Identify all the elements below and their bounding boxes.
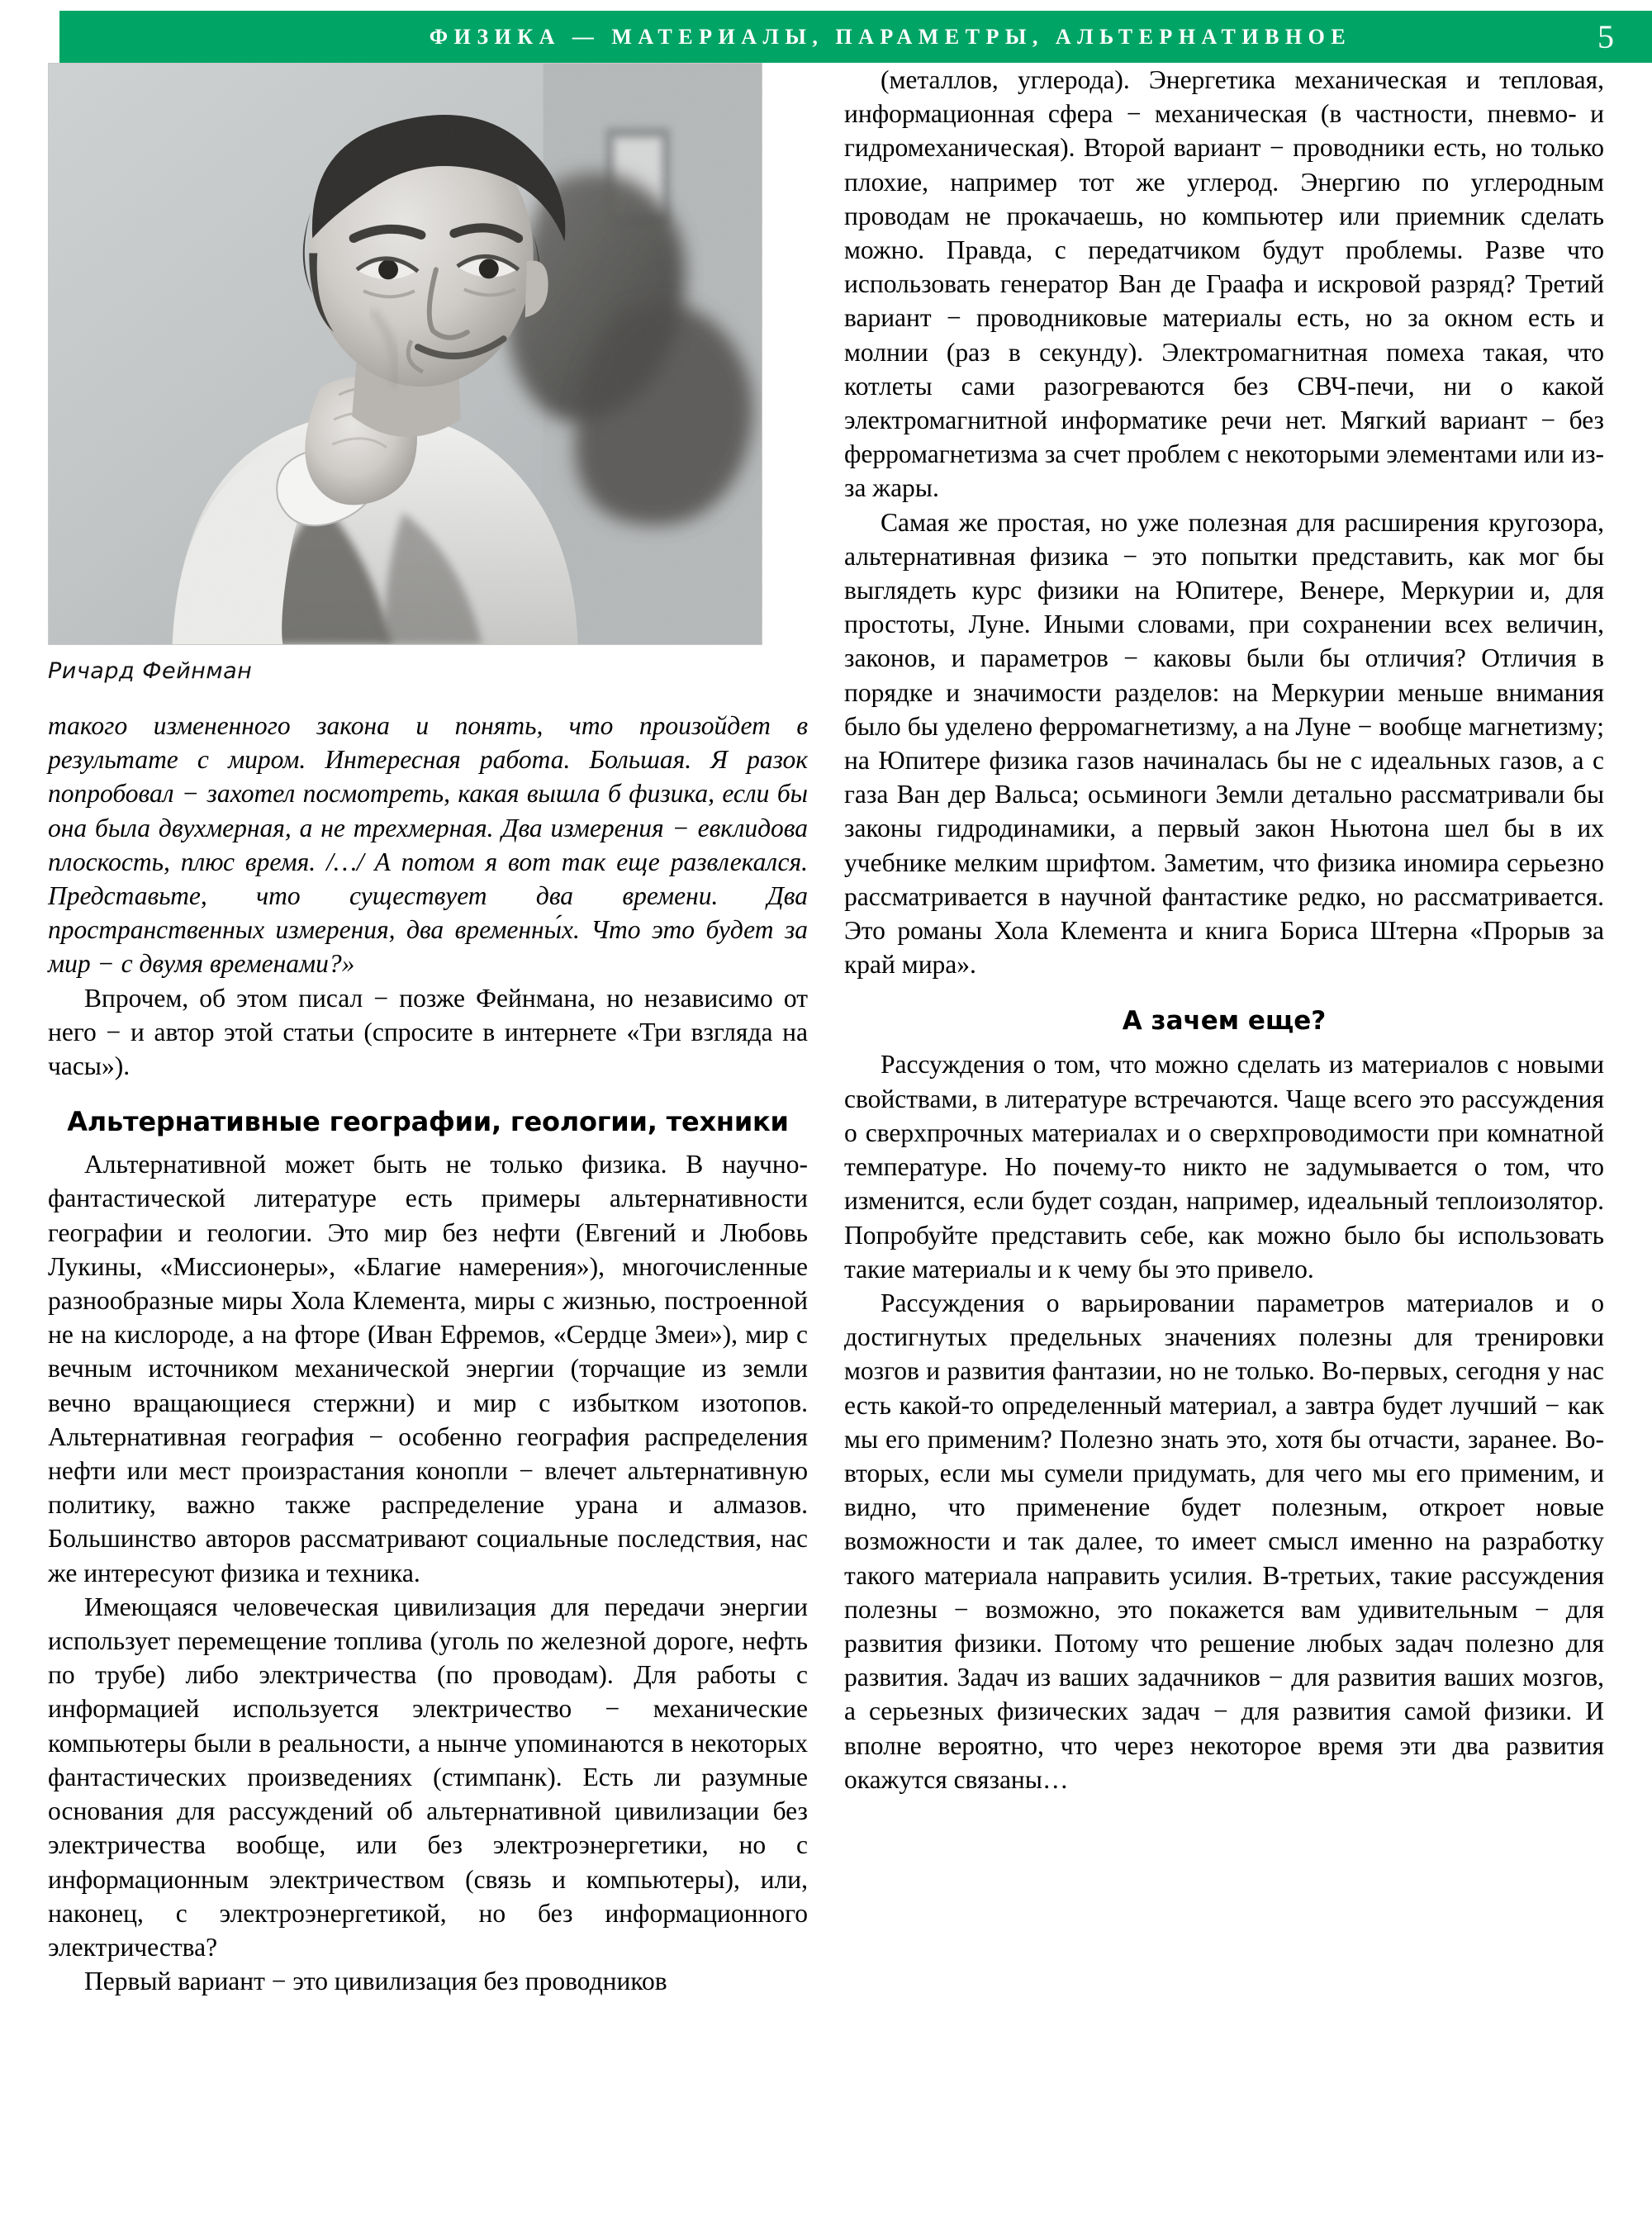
left-column bbox=[48, 63, 808, 1998]
left-paragraph-3: Первый вариант − это цивилизация без проводников bbox=[84, 1967, 667, 1996]
right-paragraph-3: Рассуждения о том, что можно сделать из материалов с новыми свойствами, в литературе встречаются. Чаще всего это рассуждения о сверхпрочных материалах и о сверхпроводимости при комнатной температуре. Но почему-то никто не задумывается о том, что изменится, если будет создан, например, идеальный теплоизолятор. Попробуйте представить себе, как можно было бы использовать такие материалы и к чему бы это привело. bbox=[844, 1050, 1604, 1284]
sub-heading-why-else: А зачем еще? bbox=[1122, 1006, 1327, 1037]
left-paragraph-1: Альтернативной может быть не только физика. В научно-фантастической литературе есть примеры альтернативности географии и геологии. Это мир без нефти (Евгений и Любовь Лукины, «Миссионеры», «Благие намерения»), многочисленные разнообразные миры Хола Клемента, миры с жизнью, построенной не на кислороде, а на фторе (Иван Ефремов, «Сердце Змеи»), мир с вечным источником механической энергии (торчащие из земли вечно вращающиеся стержни) и мир с избытком изотопов. Альтернативная география − особенно география распределения нефти или мест произрастания конопли − влечет альтернативную политику, важно также распределение урана и алмазов. Большинство авторов рассматривают социальные последствия, нас же интересуют физика и техника. bbox=[48, 1150, 808, 1587]
feynman-quote-paragraph: такого измененного закона и понять, что произойдет в результате с миром. Интересная работа. Большая. Я разок попробовал − захотел посмотреть, какая вышла б физика, если бы она была двухмерная, а не трехмерная. Два измерения − евклидова плоскость, плюс время. /…/ А потом я вот так еще развлекался. Представьте, что существует два времени. Два пространственных измерения, два временны́х. Что это будет за мир − с двумя временами?» bbox=[48, 711, 808, 979]
figure-caption: Ричард Фейнман bbox=[48, 658, 253, 684]
paragraph-after-quote: Впрочем, об этом писал − позже Фейнмана, но независимо от него − и автор этой статьи (спросите в интернете «Три взгляда на часы»). bbox=[48, 983, 808, 1081]
right-paragraph-4: Рассуждения о варьировании параметров материалов и о достигнутых предельных значениях полезны для тренировки мозгов и развития фантазии, но не только. Во-первых, сегодня у нас есть какой-то определенный материал, а завтра будет лучший − как мы его применим? Полезно знать это, хотя бы отчасти, заранее. Во-вторых, если мы сумели придумать, для чего мы его применим, и видно, что применение будет полезным, откроет новые возможности и так далее, то имеет смысл именно на разработку такого материала направить усилия. В-третьих, такие рассуждения полезны − возможно, это покажется вам удивительным − для развития физики. Потому что решение любых задач полезно для развития. Задач из ваших задачников − для развития ваших мозгов, а серьезных физических задач − для развития самой физики. И вполне вероятно, что через некоторое время эти два развития окажутся связаны… bbox=[844, 1288, 1604, 1794]
section-heading-alternative-geography: Альтернативные географии, геологии, техники bbox=[67, 1106, 789, 1138]
figure-feynman bbox=[48, 63, 767, 684]
right-paragraph-1: (металлов, углерода). Энергетика механическая и тепловая, информационная сфера − механическая (в частности, пневмо- и гидромеханическая). Второй вариант − проводники есть, но только плохие, например тот же углерод. Энергию по углеродным проводам не прокачаешь, но компьютер или приемник сделать можно. Правда, с передатчиком будут проблемы. Разве что использовать генератор Ван де Граафа и искровой разряд? Третий вариант − проводниковые материалы есть, но за окном есть и молнии (раз в секунду). Электромагнитная помеха такая, что котлеты сами разогреваются без СВЧ-печи, ни о какой электромагнитной информатике речи нет. Мягкий вариант − без ферромагнетизма за счет проблем с некоторыми элементами или из-за жары. bbox=[844, 65, 1604, 503]
right-paragraph-2: Самая же простая, но уже полезная для расширения кругозора, альтернативная физика − это попытки представить, как мог бы выглядеть курс физики на Юпитере, Венере, Меркурии и, для простоты, Луне. Иными словами, при сохранении всех величин, законов, и параметров − каковы были бы отличия? Отличия в порядке и значимости разделов: на Меркурии меньше внимания было бы уделено ферромагнетизму, а на Луне − вообще магнетизму; на Юпитере физика газов начиналась бы не с идеальных газов, а с газа Ван дер Вальса; осьминоги Земли детально рассматривали бы законы гидродинамики, а первый закон Ньютона шел бы в их учебнике мелким шрифтом. Заметим, что физика иномира серьезно рассматривается в научной фантастике редко, но рассматривается. Это романы Хола Клемента и книга Бориса Штерна «Прорыв за край мира». bbox=[844, 507, 1604, 980]
page-body bbox=[0, 63, 1652, 2216]
left-paragraph-2: Имеющаяся человеческая цивилизация для передачи энергии использует перемещение топлива (уголь по железной дороге, нефть по трубе) либо электричества (по проводам). Для работы с информацией используется электричество − механические компьютеры были в реальности, а нынче упоминаются в некоторых фантастических произведениях (стимпанк). Есть ли разумные основания для рассуждений об альтернативной цивилизации без электричества вообще, или без электроэнергетики, но с информационным электричеством (связь и компьютеры), или, наконец, с электроэнергетикой, но без информационного электричества? bbox=[48, 1592, 808, 1962]
right-column bbox=[844, 63, 1604, 1796]
running-head-title: ФИЗИКА — МАТЕРИАЛЫ, ПАРАМЕТРЫ, АЛЬТЕРНАТИВНОЕ bbox=[429, 24, 1352, 49]
portrait-illustration bbox=[49, 64, 762, 644]
running-head bbox=[59, 11, 1652, 63]
page-number: 5 bbox=[1597, 17, 1614, 55]
feynman-portrait-photo bbox=[48, 63, 762, 645]
